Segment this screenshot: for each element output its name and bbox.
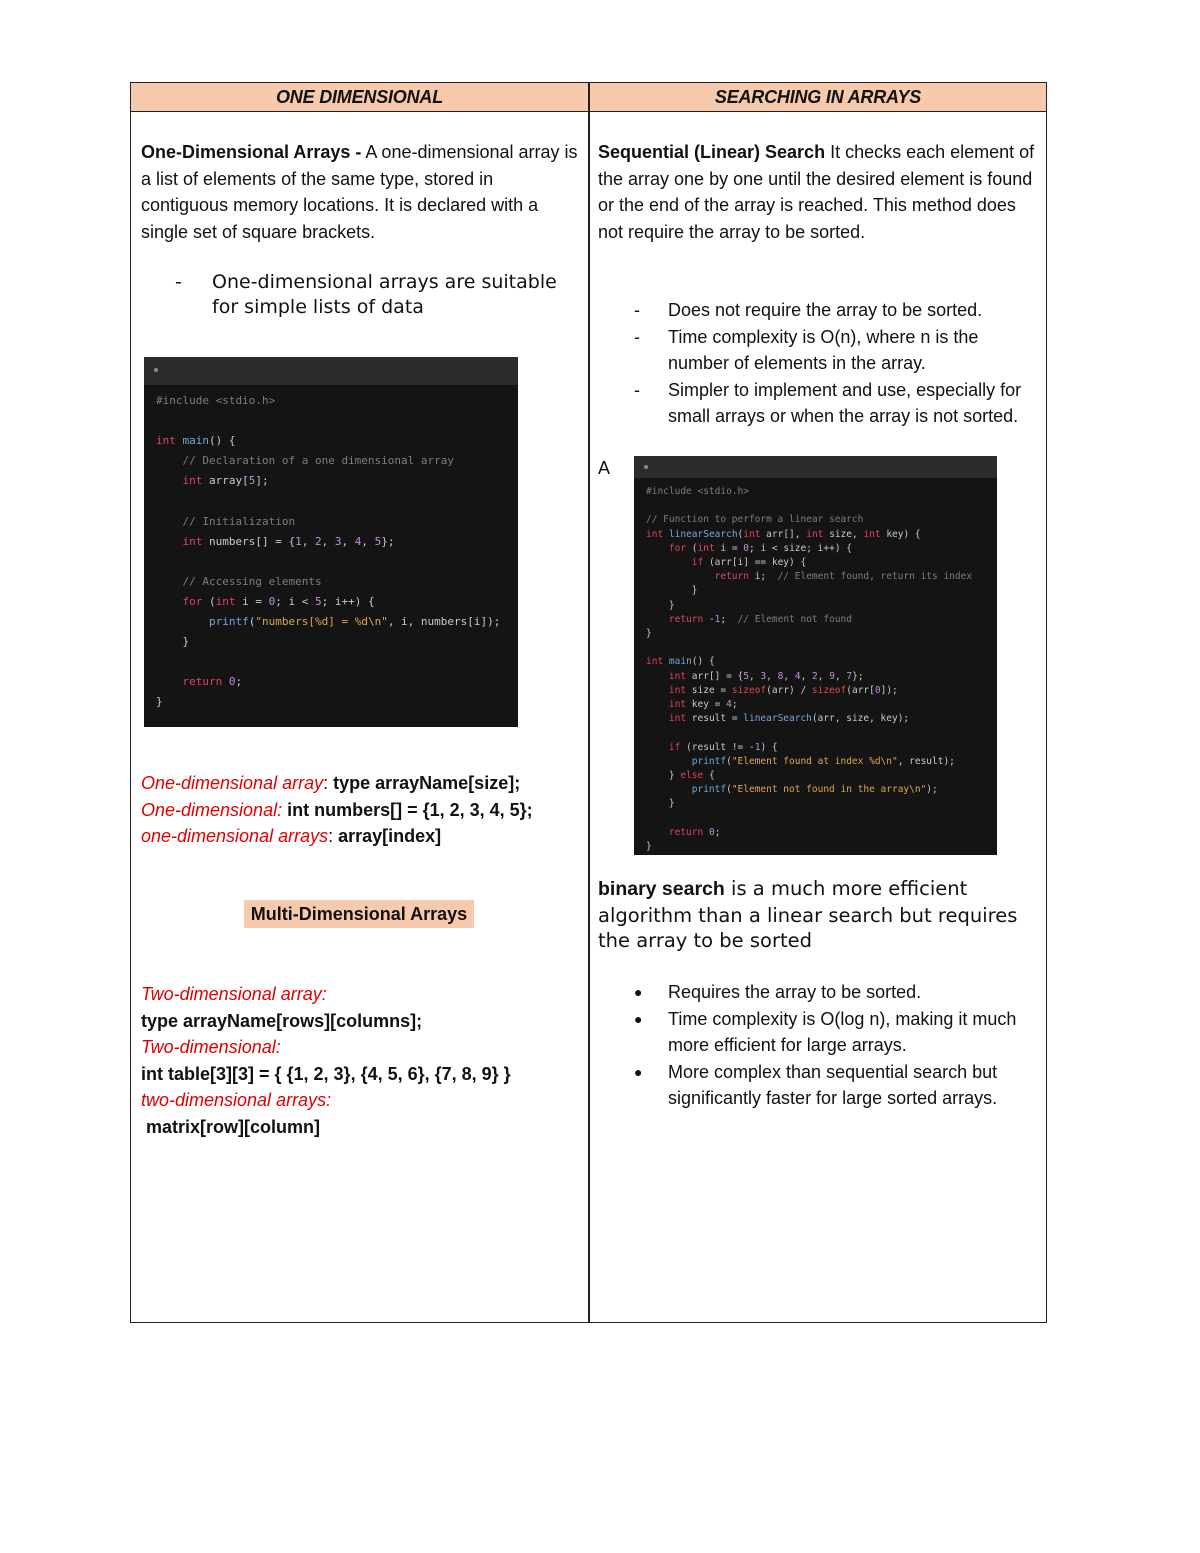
list-item: ● More complex than sequential search but significantly faster for large sorted arrays. [634, 1061, 998, 1108]
list-item-text: More complex than sequential search but significantly faster for large sorted arrays. [668, 1061, 998, 1108]
multi-label: Two-dimensional array: [141, 984, 327, 1004]
header-searching-in-arrays: SEARCHING IN ARRAYS [714, 87, 922, 107]
bullet-text: One-dimensional arrays are suitable for simple lists of data [212, 271, 557, 318]
binary-search-points [598, 979, 1038, 1112]
list-item-text: Requires the array to be sorted. [668, 982, 922, 1002]
multi-label: Two-dimensional: [141, 1037, 281, 1057]
syntax-code: int numbers[] = {1, 2, 3, 4, 5}; [287, 799, 533, 820]
syntax-label: One-dimensional: [141, 799, 283, 820]
list-item: - Simpler to implement and use, especially for small arrays or when the array is not sorted. [634, 379, 1022, 426]
list-item: ● Time complexity is O(log n), making it much more efficient for large arrays. [634, 1008, 1017, 1055]
intro-text: A one-dimensional array is a list of elements of the same type, stored in contiguous memory locations. It is declared with a single set of square brackets. [141, 142, 578, 242]
linear-search-text: It checks each element of the array one by one until the desired element is found or the end of the array is reached. This method does not require the array to be sorted. [598, 142, 1035, 242]
syntax-line-init [141, 797, 581, 824]
syntax-sep: : [328, 826, 339, 846]
one-dimensional-bullet: - One-dimensional arrays are suitable for simple lists of data [175, 270, 575, 320]
syntax-code: array[index] [338, 826, 442, 846]
code-window-bar [144, 357, 518, 385]
linear-search-term: Sequential (Linear) Search [598, 142, 826, 162]
code-block: #include <stdio.h> int main() { // Declaration of a one dimensional array int array[5]; // Initialization int numbers[] = {1, 2, 3, 4, 5}; // Accessing elements for (int i = 0; i < 5; i++) { printf("numbers[%d] = %d\n", i, numbers[i]); } return 0; } [156, 394, 501, 709]
syntax-line-access [141, 823, 581, 850]
list-item-text: Simpler to implement and use, especially for small arrays or when the array is not sorted. [668, 379, 1022, 426]
binary-search-text: is a much more efficient algorithm than a linear search but requires the array to be sorted [598, 877, 1018, 952]
multi-dimensional-syntax [141, 981, 581, 1140]
list-item: ● Requires the array to be sorted. [634, 982, 922, 1002]
window-dot-icon [644, 465, 648, 469]
multi-code: int table[3][3] = { {1, 2, 3}, {4, 5, 6}, {7, 8, 9} } [141, 1063, 511, 1084]
syntax-label: one-dimensional arrays [141, 826, 329, 846]
list-item: - Time complexity is O(n), where n is the number of elements in the array. [634, 326, 979, 373]
list-item-text: Time complexity is O(n), where n is the number of elements in the array. [668, 326, 979, 373]
column-divider [588, 83, 590, 1322]
binary-search-term: binary search [598, 878, 725, 900]
window-dot-icon [154, 368, 158, 372]
stray-letter: A [598, 458, 611, 478]
one-dimensional-syntax [141, 770, 581, 850]
multi-code: type arrayName[rows][columns]; [141, 1010, 423, 1031]
syntax-code: type arrayName[size]; [333, 773, 521, 793]
code-block: #include <stdio.h> // Function to perform a linear search int linearSearch(int arr[], int size, int key) { for (int i = 0; i < size; i++) { if (arr[i] == key) { return i; // Element found, return its index } } return -1; // Element not found } int main() { int arr[] = {5, 3, 8, 4, 2, 9, 7}; int size = sizeof(arr) / sizeof(arr[0]); int key = 4; int result = linearSearch(arr, size, key); if (result != -1) { printf("Element found at index %d\n", result); } else { printf("Element not found in the array\n"); } return 0; } [646, 486, 973, 853]
intro-term: One-Dimensional Arrays - [141, 142, 362, 162]
list-item: - Does not require the array to be sorted. [634, 300, 983, 320]
code-screenshot-linear-search [634, 456, 997, 855]
syntax-sep: : [323, 773, 334, 793]
multi-code: matrix[row][column] [141, 1116, 321, 1137]
linear-search-intro [598, 139, 1038, 245]
code-window-bar [634, 456, 997, 478]
one-dimensional-intro [141, 139, 581, 245]
header-one-dimensional: ONE DIMENSIONAL [275, 87, 443, 107]
multi-dimensional-title: Multi-Dimensional Arrays [244, 900, 474, 928]
multi-label: two-dimensional arrays: [141, 1090, 332, 1110]
list-item-text: Time complexity is O(log n), making it much more efficient for large arrays. [668, 1008, 1017, 1055]
syntax-line-declare [141, 770, 581, 797]
code-screenshot-one-dimensional [144, 357, 518, 727]
binary-search-intro [598, 876, 1038, 954]
list-item-text: Does not require the array to be sorted. [668, 300, 983, 320]
linear-search-points [598, 297, 1038, 430]
syntax-label: One-dimensional array [141, 773, 324, 793]
